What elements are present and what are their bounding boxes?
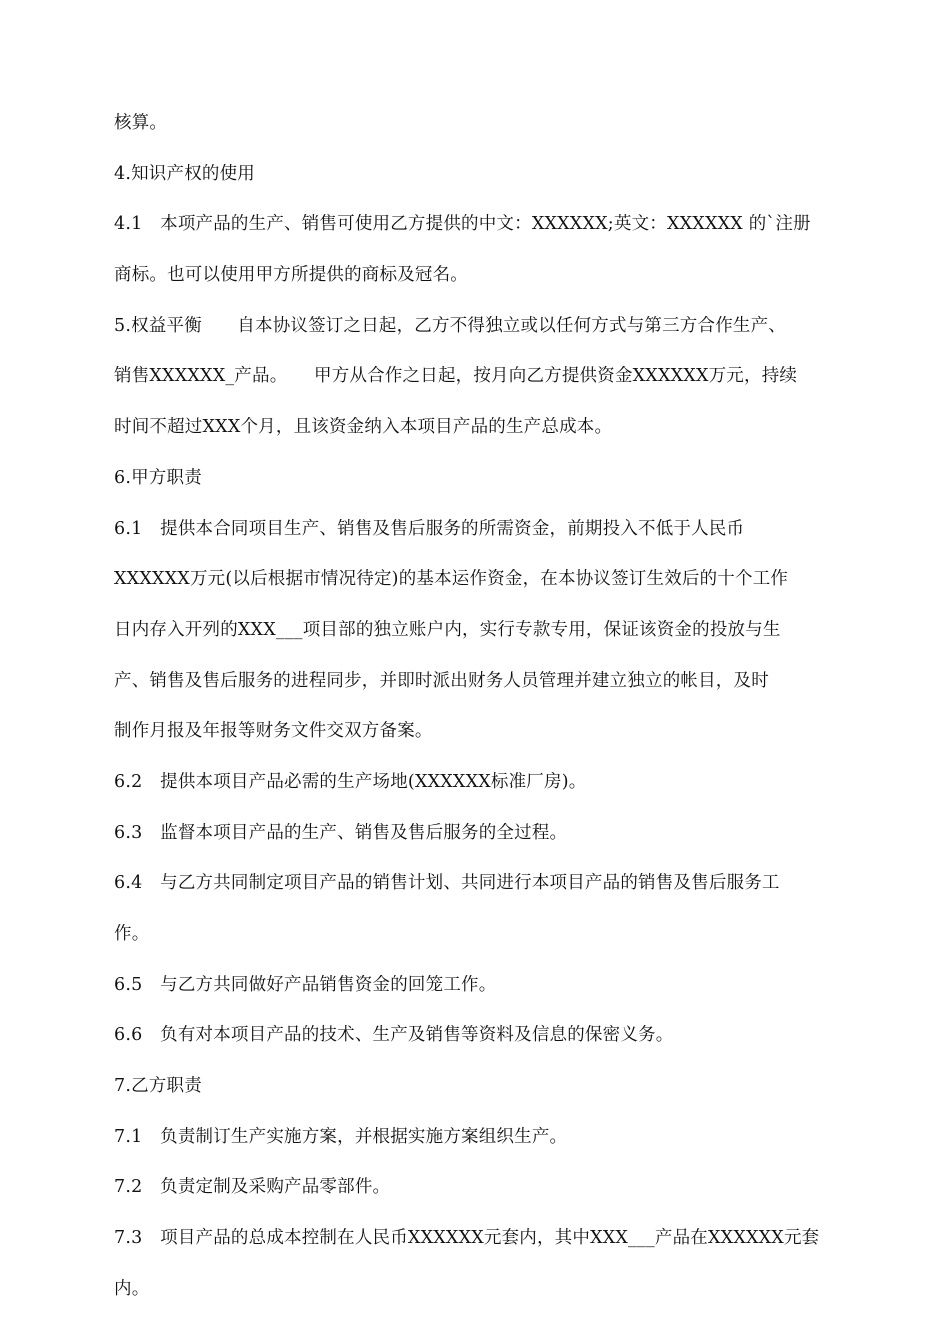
text-line: 6.6 负有对本项目产品的技术、生产及销售等资料及信息的保密义务。 xyxy=(114,1025,674,1046)
text-line: 产、销售及售后服务的进程同步，并即时派出财务人员管理并建立独立的帐目，及时 xyxy=(114,670,769,691)
section-heading: 7.乙方职责 xyxy=(114,1076,202,1097)
text-line: 制作月报及年报等财务文件交双方备案。 xyxy=(114,721,433,742)
text-line: XXXXXX万元(以后根据市情况待定)的基本运作资金，在本协议签订生效后的十个工作 xyxy=(114,569,789,590)
text-line: 7.1 负责制订生产实施方案，并根据实施方案组织生产。 xyxy=(114,1126,568,1147)
text-line: 6.4 与乙方共同制定项目产品的销售计划、共同进行本项目产品的销售及售后服务工 xyxy=(114,873,780,894)
text-line: 作。 xyxy=(114,924,150,944)
text-line: 6.5 与乙方共同做好产品销售资金的回笼工作。 xyxy=(114,974,497,995)
text-line: 6.2 提供本项目产品必需的生产场地(XXXXXX标准厂房)。 xyxy=(114,771,587,792)
text-line: 日内存入开列的XXX___项目部的独立账户内，实行专款专用，保证该资金的投放与生 xyxy=(114,619,781,640)
text-line: 核算。 xyxy=(114,113,168,133)
text-line: 7.3 项目产品的总成本控制在人民币XXXXXX元套内，其中XXX___产品在XXXXXX元套 xyxy=(114,1228,820,1249)
text-line: 7.2 负责定制及采购产品零部件。 xyxy=(114,1177,391,1198)
text-line: 6.1 提供本合同项目生产、销售及售后服务的所需资金，前期投入不低于人民币 xyxy=(114,518,745,539)
document-page xyxy=(114,98,844,1315)
text-line: 时间不超过XXX个月，且该资金纳入本项目产品的生产总成本。 xyxy=(114,417,613,438)
section-heading: 4.知识产权的使用 xyxy=(114,163,255,184)
text-line: 内。 xyxy=(114,1278,150,1299)
text-line: 4.1 本项产品的生产、销售可使用乙方提供的中文：XXXXXX;英文：XXXXXX 的`注册 xyxy=(114,214,811,235)
text-line: 商标。也可以使用甲方所提供的商标及冠名。 xyxy=(114,265,468,286)
text-line: 5.权益平衡 自本协议签订之日起，乙方不得独立或以任何方式与第三方合作生产、 xyxy=(114,315,786,336)
text-line: 6.3 监督本项目产品的生产、销售及售后服务的全过程。 xyxy=(114,822,568,843)
section-heading: 6.甲方职责 xyxy=(114,467,202,488)
text-line: 销售XXXXXX_产品。 甲方从合作之日起，按月向乙方提供资金XXXXXX万元，持续 xyxy=(114,366,798,387)
